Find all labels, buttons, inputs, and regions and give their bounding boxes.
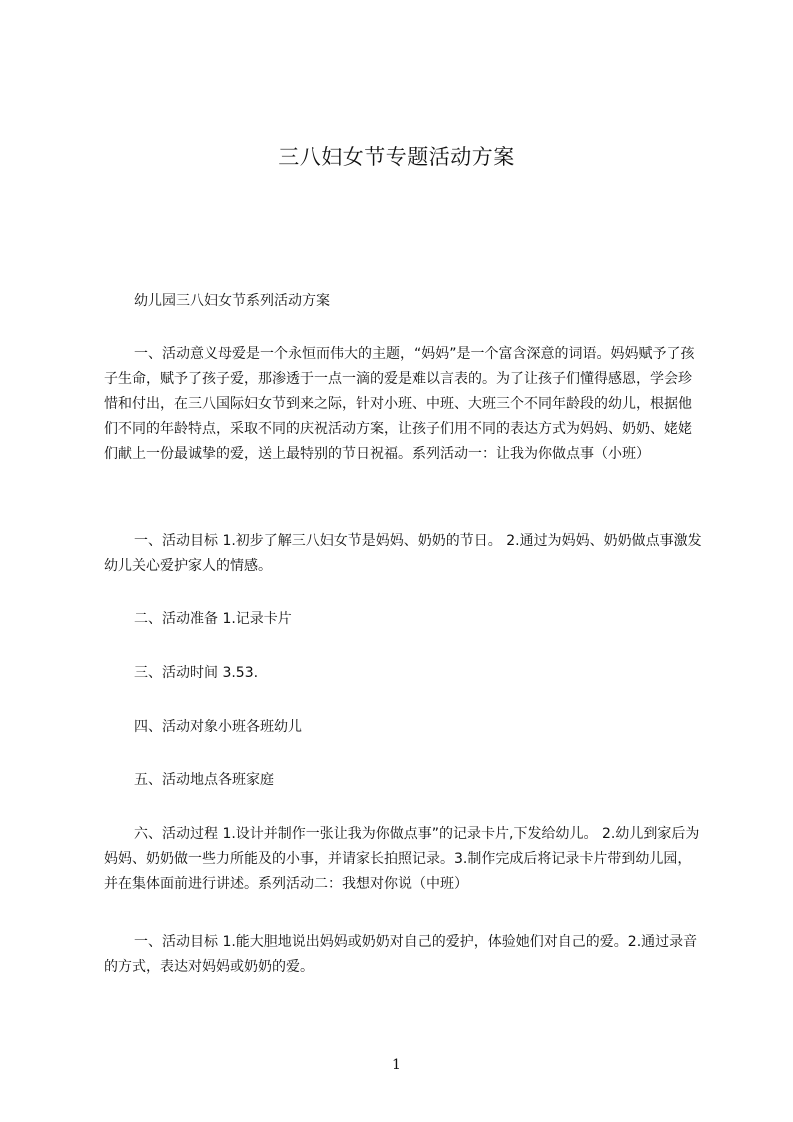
paragraph-target: 四、活动对象小班各班幼儿	[134, 719, 302, 735]
paragraph-goals-small-class: 一、活动目标 1.初步了解三八妇女节是妈妈、奶奶的节日。 2.通过为妈妈、奶奶做点事激发幼儿关心爱护家人的情感。	[104, 533, 702, 574]
paragraph-preparation: 二、活动准备 1.记录卡片	[134, 611, 292, 627]
paragraph-significance: 一、活动意义母爱是一个永恒而伟大的主题，“妈妈”是一个富含深意的词语。妈妈赋予了孩子生命，赋予了孩子爱，那渗透于一点一滴的爱是难以言表的。为了让孩子们懂得感恩，学会珍惜和付出，在三八国际妇女节到来之际，针对小班、中班、大班三个不同年龄段的幼儿，根据他们不同的年龄特点，采取不同的庆祝活动方案，让孩子们用不同的表达方式为妈妈、奶奶、姥姥们献上一份最诚挚的爱，送上最特别的节日祝福。系列活动一：让我为你做点事（小班）	[104, 346, 695, 462]
page-number: 1	[392, 1057, 401, 1073]
paragraph-goals-middle-class: 一、活动目标 1.能大胆地说出妈妈或奶奶对自己的爱护，体验她们对自己的爱。2.通过录音的方式，表达对妈妈或奶奶的爱。	[104, 934, 698, 975]
paragraph-process: 六、活动过程 1.设计并制作一张让我为你做点事”的记录卡片,下发给幼儿。 2.幼儿到家后为妈妈、奶奶做一些力所能及的小事，并请家长拍照记录。3.制作完成后将记录卡片带到幼儿园，并在集体面前进行讲述。系列活动二：我想对你说（中班）	[104, 826, 700, 892]
paragraph-subtitle: 幼儿园三八妇女节系列活动方案	[134, 293, 330, 309]
page-title: 三八妇女节专题活动方案	[278, 145, 515, 169]
paragraph-location: 五、活动地点各班家庭	[134, 772, 274, 788]
paragraph-time: 三、活动时间 3.53.	[134, 665, 259, 681]
